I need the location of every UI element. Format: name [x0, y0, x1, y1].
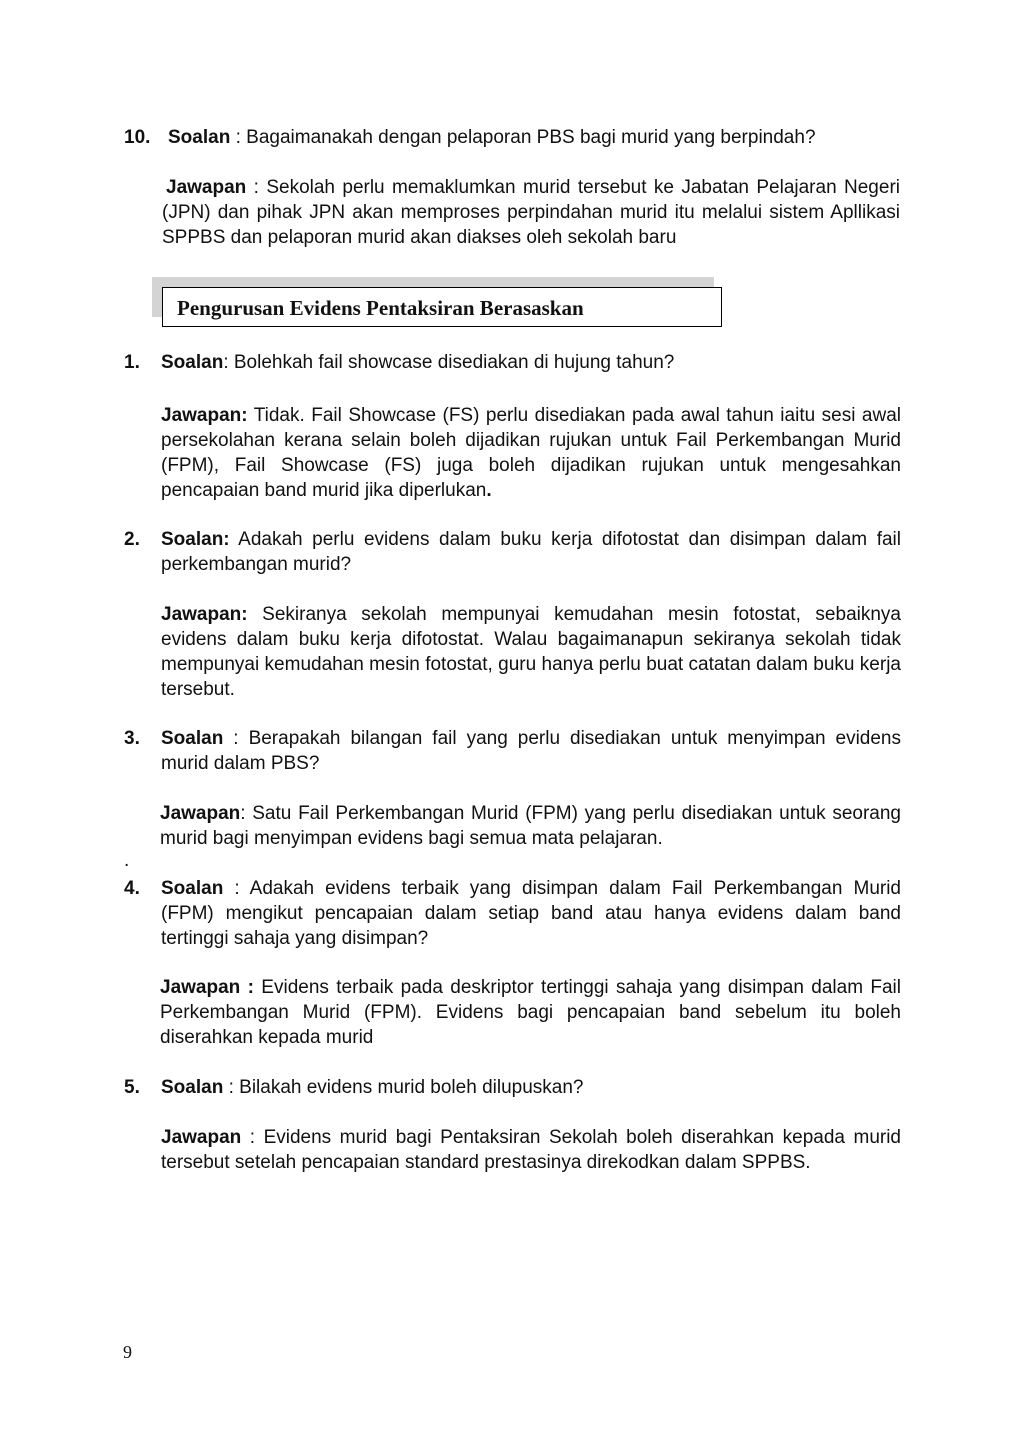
answer [160, 801, 901, 851]
question-label: Soalan [161, 352, 224, 373]
question-text: : Berapakah bilangan fail yang perlu disediakan untuk menyimpan evidens murid dalam PBS? [161, 728, 901, 774]
question [161, 726, 901, 776]
section-heading: Pengurusan Evidens Pentaksiran Berasaskan [177, 296, 584, 320]
answer-text: : Sekolah perlu memaklumkan murid tersebut ke Jabatan Pelajaran Negeri (JPN) dan pihak JPN akan memproses perpindahan murid itu melalui sistem Apllikasi SPPBS dan pelaporan murid akan diakses oleh sekolah baru [162, 177, 900, 248]
question-text: : Bagaimanakah dengan pelaporan PBS bagi murid yang berpindah? [230, 127, 816, 148]
question-text: Adakah perlu evidens dalam buku kerja difotostat dan disimpan dalam fail perkembangan murid? [161, 529, 901, 575]
question [161, 527, 901, 577]
answer-text: Sekiranya sekolah mempunyai kemudahan mesin fotostat, sebaiknya evidens dalam buku kerja difotostat. Walau bagaimanapun sekiranya sekolah tidak mempunyai kemudahan mesin fotostat, guru hanya perlu buat catatan dalam buku kerja tersebut. [161, 604, 901, 700]
answer [162, 175, 900, 250]
question [161, 876, 901, 951]
answer-text: Tidak. Fail Showcase (FS) perlu disediakan pada awal tahun iaitu sesi awal persekolahan kerana selain boleh dijadikan rujukan untuk Fail Perkembangan Murid (FPM), Fail Showcase (FS) juga boleh dijadikan rujukan untuk mengesahkan pencapaian band murid jika diperlukan [161, 405, 901, 501]
question-text: : Adakah evidens terbaik yang disimpan dalam Fail Perkembangan Murid (FPM) mengikut pencapaian dalam setiap band atau hanya evidens dalam band tertinggi sahaja yang disimpan? [161, 878, 901, 949]
answer-label: Jawapan: [161, 405, 248, 426]
answer-label: Jawapan [160, 803, 241, 824]
answer [161, 1125, 901, 1175]
question-text: : Bilakah evidens murid boleh dilupuskan? [223, 1077, 584, 1098]
section-heading-box [162, 287, 722, 327]
answer-text: : Evidens murid bagi Pentaksiran Sekolah boleh diserahkan kepada murid tersebut setelah pencapaian standard prestasinya direkodkan dalam SPPBS. [161, 1127, 901, 1173]
question [161, 350, 901, 375]
stray-dot: . [124, 850, 130, 871]
question-label: Soalan [161, 728, 224, 749]
answer-label: Jawapan: [161, 604, 248, 625]
answer [160, 975, 901, 1050]
answer [161, 403, 901, 503]
answer-text: Evidens terbaik pada deskriptor tertinggi sahaja yang disimpan dalam Fail Perkembangan Murid (FPM). Evidens bagi pencapaian band sebelum itu boleh diserahkan kepada murid [160, 977, 901, 1048]
item-number: 2. [124, 529, 140, 550]
answer-text: : Satu Fail Perkembangan Murid (FPM) yang perlu disediakan untuk seorang murid bagi menyimpan evidens bagi semua mata pelajaran. [160, 803, 901, 849]
question-label: Soalan [161, 1077, 224, 1098]
page-number: 9 [123, 1342, 132, 1362]
item-number: 3. [124, 728, 140, 749]
item-number: 5. [124, 1077, 140, 1098]
item-number: 4. [124, 878, 140, 899]
answer-end: . [486, 480, 492, 501]
question-label: Soalan: [161, 529, 230, 550]
item-number: 1. [124, 352, 140, 373]
answer [161, 602, 901, 702]
question [161, 1075, 901, 1100]
answer-label: Jawapan [166, 177, 247, 198]
question-label: Soalan [161, 878, 224, 899]
answer-label: Jawapan [161, 1127, 242, 1148]
item-number: 10. [124, 127, 151, 148]
question-text: : Bolehkah fail showcase disediakan di hujung tahun? [223, 352, 675, 373]
question [168, 125, 903, 150]
question-label: Soalan [168, 127, 231, 148]
answer-label: Jawapan : [160, 977, 254, 998]
